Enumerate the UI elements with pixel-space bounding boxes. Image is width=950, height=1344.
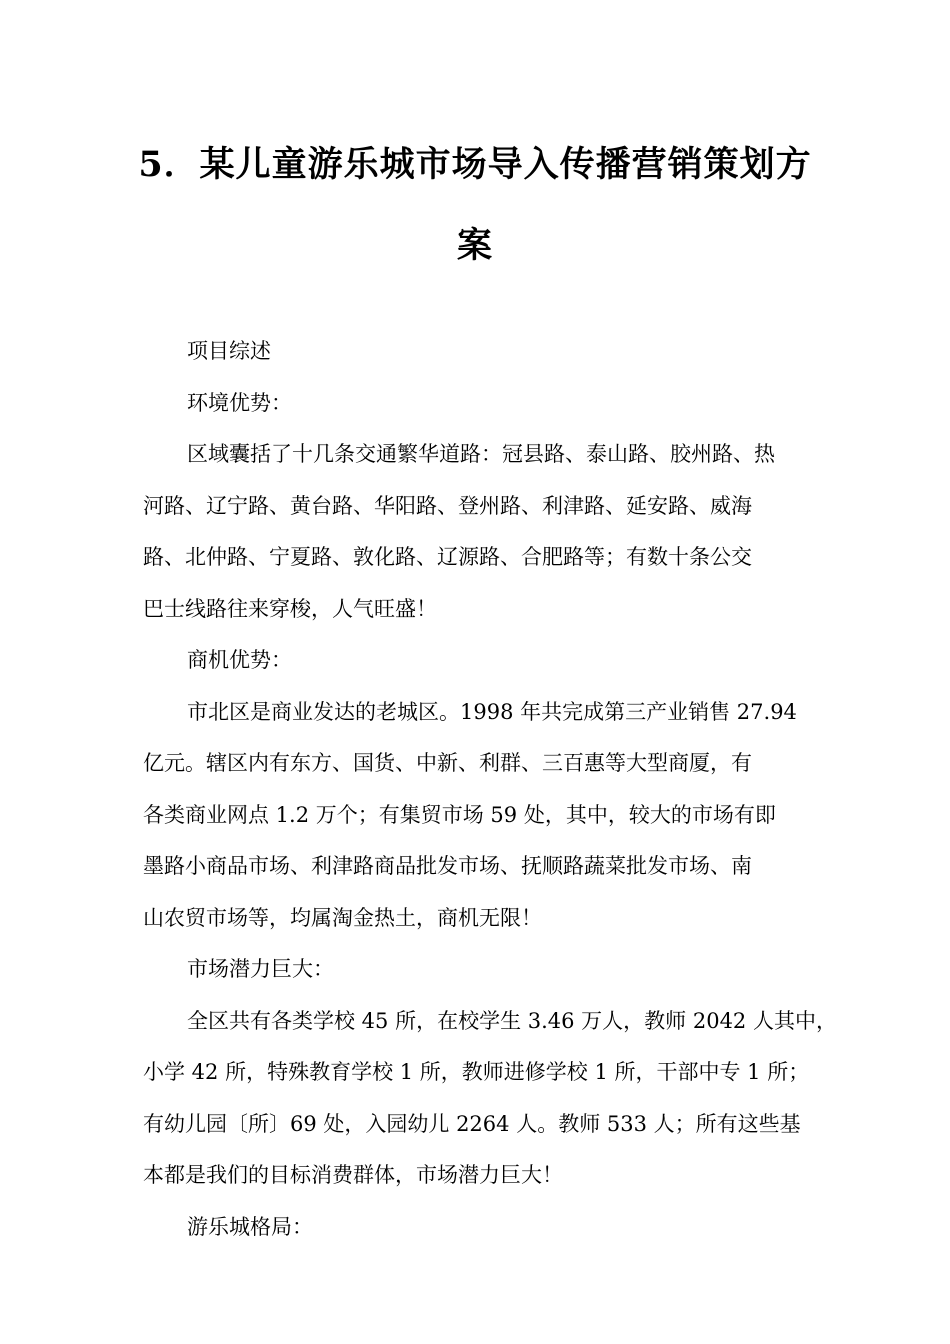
market-potential-paragraph	[143, 996, 837, 1202]
text-line: 路、北仲路、宁夏路、敦化路、辽源路、合肥路等；有数十条公交	[143, 545, 752, 569]
text-line: 河路、辽宁路、黄台路、华阳路、登州路、利津路、延安路、威海	[143, 493, 752, 518]
text-line: 环境优势：	[187, 390, 292, 415]
business-advantage-paragraph	[143, 687, 813, 945]
text-line: 全区共有各类学校 45 所，在校学生 3.46 万人，教师 2042 人其中，	[187, 1008, 837, 1033]
text-line: 商机优势：	[187, 648, 292, 672]
market-potential-heading	[143, 944, 813, 996]
text-line: 墨路小商品市场、利津路商品批发市场、抚顺路蔬菜批发市场、南	[143, 854, 752, 878]
text-line: 小学 42 所，特殊教育学校 1 所，教师进修学校 1 所，干部中专 1 所；	[143, 1060, 810, 1084]
text-line: 有幼儿园〔所〕69 处，入园幼儿 2264 人。教师 533 人；所有这些基	[143, 1111, 801, 1136]
text-line: 市北区是商业发达的老城区。1998 年共完成第三产业销售 27.94	[187, 699, 797, 724]
text-line: 巴士线路往来穿梭，人气旺盛！	[143, 596, 437, 621]
env-advantage-heading	[143, 378, 813, 430]
text-line: 山农贸市场等，均属淘金热土，商机无限！	[143, 905, 542, 930]
section-overview-heading	[143, 326, 813, 378]
document-title-line-1: 5．某儿童游乐城市场导入传播营销策划方	[138, 144, 812, 185]
text-line: 项目综述	[187, 339, 271, 363]
text-line: 本都是我们的目标消费群体，市场潜力巨大！	[143, 1163, 563, 1187]
text-line: 市场潜力巨大：	[187, 957, 334, 981]
text-line: 游乐城格局：	[187, 1214, 313, 1239]
document-body	[143, 326, 837, 1253]
text-line: 区域囊括了十几条交通繁华道路：冠县路、泰山路、胶州路、热	[187, 442, 775, 466]
text-line: 亿元。辖区内有东方、国货、中新、利群、三百惠等大型商厦，有	[143, 751, 752, 775]
document-title-line-2: 案	[456, 225, 493, 266]
business-advantage-heading	[143, 635, 813, 687]
env-advantage-paragraph	[143, 429, 813, 635]
park-layout-heading	[143, 1202, 813, 1254]
text-line: 各类商业网点 1.2 万个；有集贸市场 59 处，其中，较大的市场有即	[143, 802, 776, 827]
